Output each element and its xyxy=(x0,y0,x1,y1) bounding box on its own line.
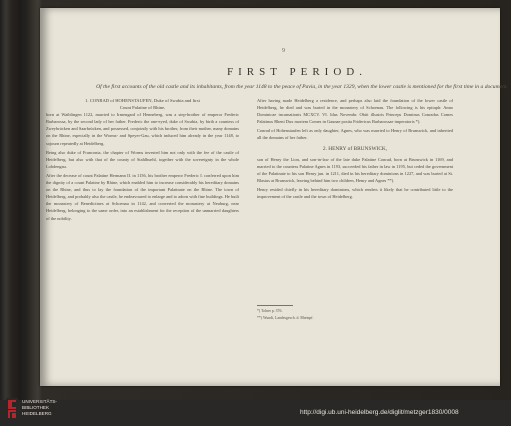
chapter-intro: Of the first accounts of the old castle and its inhabitants, from the year 1148 to the peace of Pavia, in the year 1329, when the lower castle is mentioned for the first time in a document. xyxy=(96,84,508,90)
paragraph: Being also duke of Franconia, the chapter of Worms invested him not only with the fee of the castle of Heidelberg, but also with that of the county of Stahlbuehl, together with the sovereignty in the whole Lobdengau. xyxy=(46,149,239,169)
footnote: *) Tolner p. 376. xyxy=(257,309,283,313)
paragraph: Conrad of Hohenstaufen left as only daughter, Agnes, who was married to Henry of Brunswick, and inherited all the domains of her father. xyxy=(257,128,453,141)
source-url-link[interactable]: http://digi.ub.uni-heidelberg.de/diglit/metzger1830/0008 xyxy=(300,409,459,416)
page-number: 9 xyxy=(282,48,285,54)
right-column xyxy=(257,97,453,202)
paragraph: son of Henry the Lion, and son-in-law of the late duke Palatine Conrad, born at Brunswick in 1169, and married to the countess Palatine Agnes in 1193, succeeded his father in law in 1195, but ceded the government of the Palatinate to his son Henry jun. in 1211, died in his hereditary dominions in 1227, and was buried at St. Blasius at Brunswick, leaving behind him two children, Henry and Agnes **). xyxy=(257,156,453,183)
university-library-logo-icon[interactable] xyxy=(6,398,18,420)
footnote: **) Wundt, Landesgesch. d. Rheinpf. xyxy=(257,316,314,320)
paragraph: After the decease of count Palatine Hermann II. in 1156, his brother emperor Frederic I. conferred upon him the dignity of a count Palatine by Rhine, which enabled him to increase considerably his hereditary domains on the Rhine, and thus to lay the foundation of the important Palatinate on the Rhine. The town of Heidelberg, and probably also the castle, he endeavoured to enlarge and to adorn with fine buildings. He built the monastery of Benedictines at Schoenau in 1142, and converted the monastery at Neuburg, near Heidelberg, belonging to the same order, into an establishment for the reception of the unmarried daughters of the nobility. xyxy=(46,172,239,221)
entry-title: 2. HENRY of BRUNSWICK, xyxy=(322,145,388,152)
paragraph: born at Waiblingen 1122, married to Irmengard of Henneberg, was a step-brother of emperor Frederic Barbarossa, by the second lady of her father. Frederic the one-eyed, duke of Swabia, by birth a countess of Zweybrücken and Saarbrücken, and possessed, conjointly with his brother, from their mother, many domains on the Rhine, especially in the Worms- and Speyer-Gau, which induced him already in the year 1148, to sojourn repeatedly at Heidelberg. xyxy=(46,112,239,146)
paragraph: After having made Heidelberg a residence, and perhaps also laid the foundation of the lower castle of Heidelberg, he died and was buried in the monastery of Schoenau. The following is his epitaph: Anno Dominicae incarnationis MCXCV. VI. Idus Novembr. Obiit illustris Princeps Dominus Conradus Comes Palatinus Rheni Dux mortem Comes in Gaunae posita Fridericus Barbarossae imperatoris *). xyxy=(257,98,453,125)
entry-title: 1. CONRAD of HOHENSTAUFEN, Duke of Swabia and first xyxy=(85,98,200,103)
library-name: UNIVERSITÄTS- BIBLIOTHEK HEIDELBERG xyxy=(22,399,57,417)
entry-subtitle: Count Palatine of Rhine, xyxy=(119,105,166,111)
footnote-rule xyxy=(257,305,293,306)
paragraph: Henry resided chiefly in his hereditary dominions, which renders it likely that he contributed little to the improvement of the castle and the town of Heidelberg. xyxy=(257,187,453,200)
left-column xyxy=(46,97,239,224)
chapter-heading: FIRST PERIOD. xyxy=(227,66,367,78)
